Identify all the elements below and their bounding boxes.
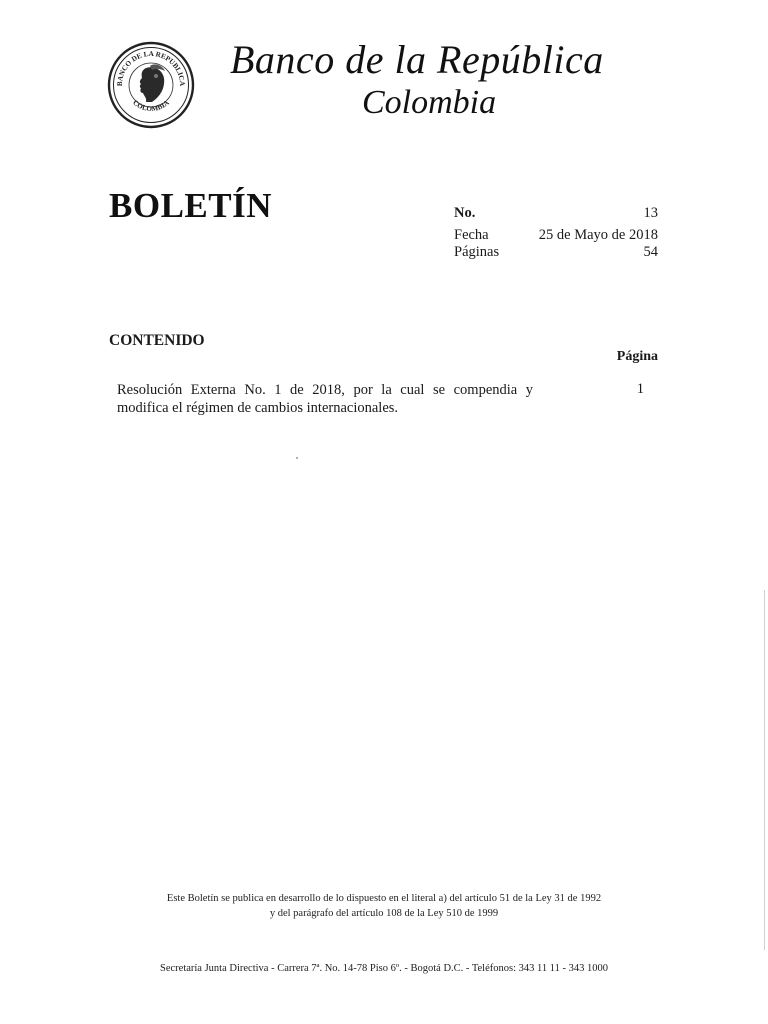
document-title: BOLETÍN — [109, 186, 272, 225]
date-label: Fecha — [454, 227, 489, 243]
institution-wordmark: Banco de la República — [230, 37, 604, 82]
contents-entry-page: 1 — [636, 381, 644, 397]
page-column-header: Página — [616, 349, 658, 364]
contents-entry-text[interactable]: Resolución Externa No. 1 de 2018, por la cual se compendia y modifica el régimen de cambios internacionales. — [117, 382, 533, 416]
scan-edge-shadow — [764, 590, 765, 950]
meta-row-number — [454, 205, 658, 222]
country-wordmark: Colombia — [362, 84, 497, 121]
pages-value: 54 — [643, 244, 658, 260]
scan-speck — [296, 457, 298, 459]
meta-row-pages — [454, 244, 658, 261]
footer-legal-note — [100, 891, 668, 921]
footer-note-line-2: y del parágrafo del artículo 108 de la Ley 510 de 1999 — [269, 908, 499, 919]
pages-label: Páginas — [454, 244, 500, 260]
contents-heading: CONTENIDO — [109, 332, 205, 349]
bulletin-metadata — [454, 205, 658, 261]
footer-address: Secretaría Junta Directiva - Carrera 7ª. No. 14-78 Piso 6º. - Bogotá D.C. - Teléfonos: 343 11 11 - 343 1000 — [160, 963, 608, 974]
seal-text-bottom: COLOMBIA — [131, 98, 171, 114]
meta-row-date — [454, 227, 658, 244]
number-label: No. — [454, 205, 476, 221]
seal-text-top: BANCO DE LA REPUBLICA — [115, 49, 187, 87]
date-value: 25 de Mayo de 2018 — [538, 227, 658, 243]
bank-seal-logo — [106, 40, 196, 130]
footer-note-line-1: Este Boletín se publica en desarrollo de lo dispuesto en el literal a) del artículo 51 de la Ley 31 de 1992 — [166, 893, 602, 904]
profile-head-icon — [140, 64, 165, 102]
number-value: 13 — [643, 205, 658, 221]
